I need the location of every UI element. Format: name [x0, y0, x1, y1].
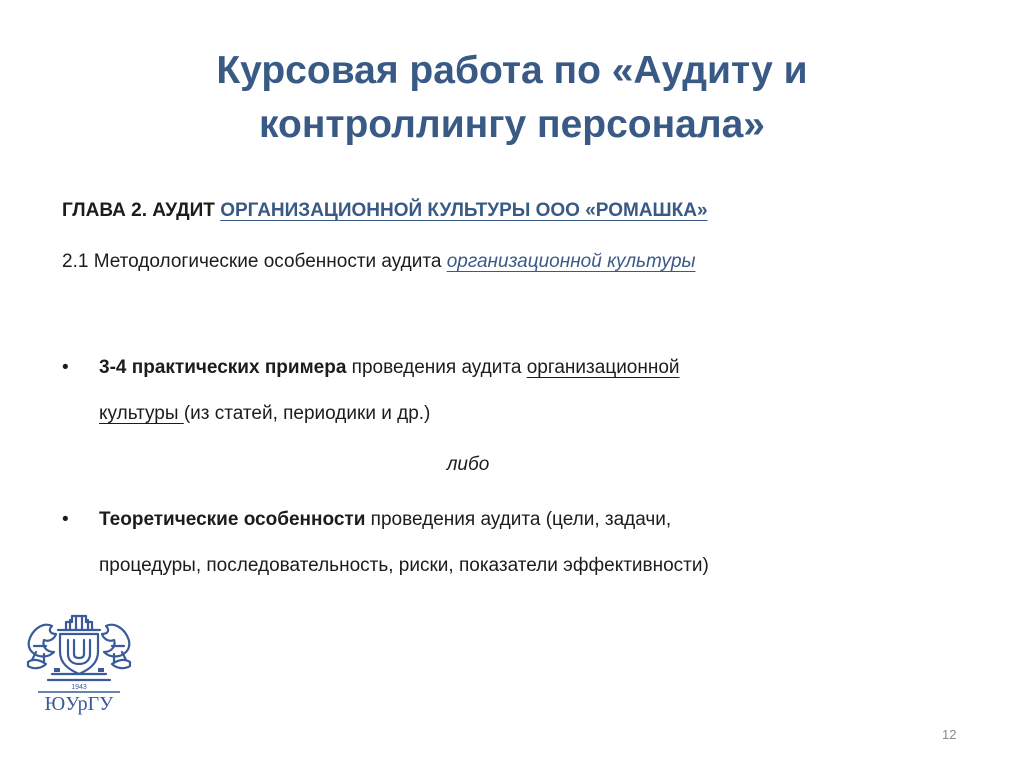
slide-title-line-1: Курсовая работа по «Аудиту и — [216, 49, 808, 92]
bullet-item-practical-examples — [62, 345, 862, 437]
bullet-text — [99, 497, 862, 589]
section-prefix: 2.1 Методологические особенности аудита — [62, 251, 447, 272]
chapter-link[interactable]: ОРГАНИЗАЦИОННОЙ КУЛЬТУРЫ ООО «РОМАШКА» — [220, 200, 708, 221]
bullet-item-theoretical-features — [62, 497, 862, 589]
bullet-text — [99, 345, 862, 437]
bullet-bold-text: 3-4 практических примера — [99, 357, 347, 378]
logo-name: ЮУрГУ — [44, 693, 114, 715]
bullet-plain-text: проведения аудита — [346, 357, 527, 378]
bullet-marker: • — [62, 357, 69, 378]
section-heading — [62, 251, 696, 273]
bullet-plain-text: проведения аудита (цели, задачи, — [365, 509, 672, 530]
bullet-marker: • — [62, 509, 69, 530]
chapter-heading — [62, 200, 708, 222]
section-link[interactable]: организационной культуры — [446, 251, 696, 272]
logo-year: 1943 — [71, 684, 87, 691]
chapter-prefix: ГЛАВА 2. АУДИТ — [62, 200, 221, 221]
bullet-underlined-text: организационной — [526, 357, 680, 378]
bullet-bold-text: Теоретические особенности — [99, 509, 366, 530]
page-number: 12 — [942, 727, 957, 742]
bullet-plain-text: процедуры, последовательность, риски, показатели эффективности) — [99, 555, 709, 576]
slide-title — [80, 44, 944, 152]
slide-title-line-2: контроллингу персонала» — [259, 103, 765, 146]
university-logo — [24, 608, 134, 718]
separator-text: либо — [446, 454, 490, 475]
bullet-plain-text: (из статей, периодики и др.) — [183, 403, 431, 424]
bullet-underlined-text: культуры — [99, 403, 184, 424]
